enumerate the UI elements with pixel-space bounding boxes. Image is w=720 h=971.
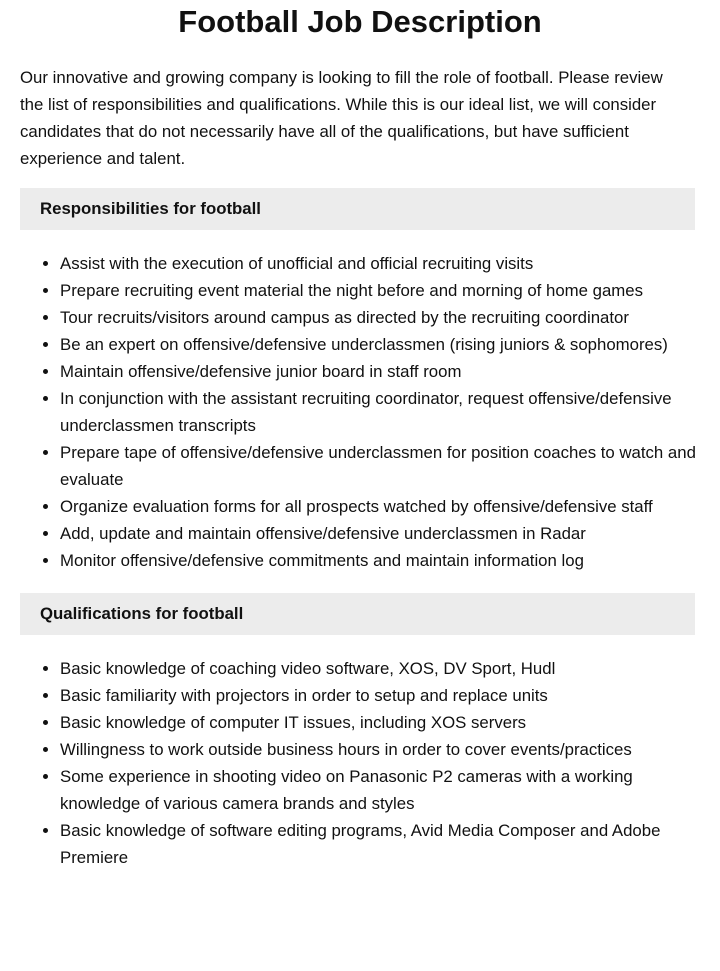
responsibilities-list bbox=[0, 250, 700, 574]
qualifications-heading: Qualifications for football bbox=[20, 593, 695, 635]
list-item: • Assist with the execution of unofficial and official recruiting visits bbox=[60, 250, 700, 277]
list-item: • Maintain offensive/defensive junior board in staff room bbox=[60, 358, 700, 385]
list-item: • Monitor offensive/defensive commitments and maintain information log bbox=[60, 547, 700, 574]
list-item: • Basic knowledge of software editing programs, Avid Media Composer and Adobe Premiere bbox=[60, 817, 700, 871]
list-item: • Willingness to work outside business hours in order to cover events/practices bbox=[60, 736, 700, 763]
qualifications-list bbox=[0, 655, 700, 871]
list-item: • In conjunction with the assistant recruiting coordinator, request offensive/defensive underclassmen transcripts bbox=[60, 385, 700, 439]
list-item: • Tour recruits/visitors around campus as directed by the recruiting coordinator bbox=[60, 304, 700, 331]
responsibilities-heading: Responsibilities for football bbox=[20, 188, 695, 230]
list-item: • Prepare recruiting event material the night before and morning of home games bbox=[60, 277, 700, 304]
intro-paragraph: Our innovative and growing company is looking to fill the role of football. Please review the list of responsibilities and qualifications. While this is our ideal list, we will consider candidates that do not necessarily have all of the qualifications, but have sufficient experience and talent. bbox=[20, 68, 663, 168]
list-item: • Basic familiarity with projectors in order to setup and replace units bbox=[60, 682, 700, 709]
list-item: • Organize evaluation forms for all prospects watched by offensive/defensive staff bbox=[60, 493, 700, 520]
list-item: • Basic knowledge of coaching video software, XOS, DV Sport, Hudl bbox=[60, 655, 700, 682]
list-item: • Basic knowledge of computer IT issues, including XOS servers bbox=[60, 709, 700, 736]
list-item: • Prepare tape of offensive/defensive underclassmen for position coaches to watch and evaluate bbox=[60, 439, 700, 493]
list-item: • Be an expert on offensive/defensive underclassmen (rising juniors & sophomores) bbox=[60, 331, 700, 358]
list-item: • Some experience in shooting video on Panasonic P2 cameras with a working knowledge of various camera brands and styles bbox=[60, 763, 700, 817]
list-item: • Add, update and maintain offensive/defensive underclassmen in Radar bbox=[60, 520, 700, 547]
page-title: Football Job Description bbox=[178, 4, 542, 39]
